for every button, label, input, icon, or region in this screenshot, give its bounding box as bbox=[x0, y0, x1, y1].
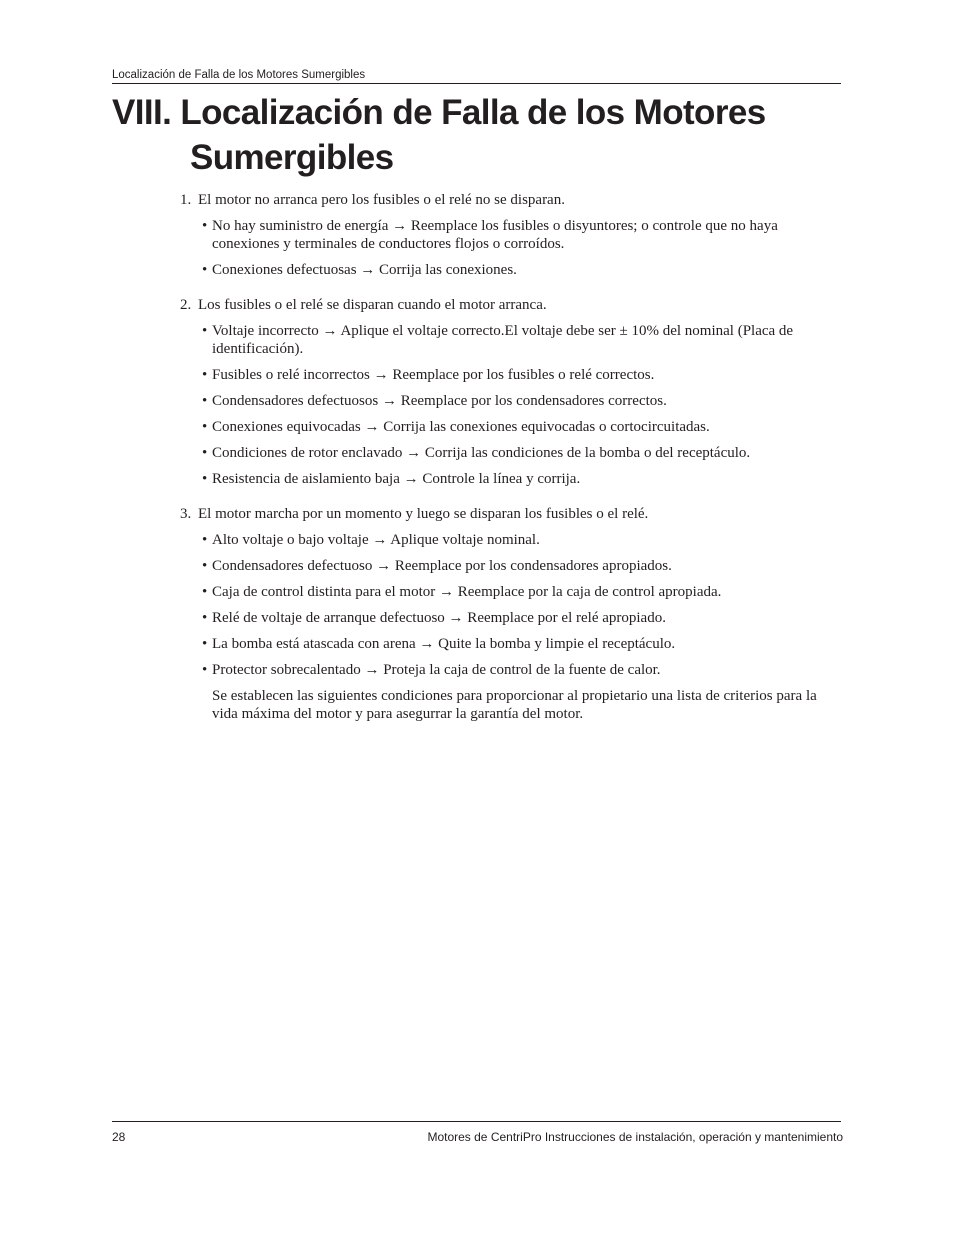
list-item: • Relé de voltaje de arranque defectuoso → Reemplace por el relé apropiado. bbox=[202, 609, 842, 627]
running-header bbox=[112, 69, 841, 84]
bullet-list bbox=[180, 217, 842, 279]
section-heading-text: Los fusibles o el relé se disparan cuando el motor arranca. bbox=[198, 297, 547, 313]
section-1 bbox=[180, 191, 842, 279]
chapter-title-line2: Sumergibles bbox=[190, 138, 394, 177]
list-item: • Protector sobrecalentado → Proteja la caja de control de la fuente de calor. bbox=[202, 661, 842, 679]
troubleshooting-list bbox=[180, 191, 842, 740]
list-item: • Condensadores defectuoso → Reemplace por los condensadores apropiados. bbox=[202, 557, 842, 575]
list-item: • Conexiones equivocadas → Corrija las conexiones equivocadas o cortocircuitadas. bbox=[202, 418, 842, 436]
section-heading-text: El motor no arranca pero los fusibles o el relé no se disparan. bbox=[198, 192, 565, 208]
list-item: • No hay suministro de energía → Reemplace los fusibles o disyuntores; o controle que no haya conexiones y terminales de conductores flojos o corroídos. bbox=[202, 217, 842, 253]
list-item: • Caja de control distinta para el motor → Reemplace por la caja de control apropiada. bbox=[202, 583, 842, 601]
list-item: • Voltaje incorrecto → Aplique el voltaje correcto.El voltaje debe ser ± 10% del nominal (Placa de identificación). bbox=[202, 322, 842, 358]
chapter-title bbox=[112, 90, 852, 180]
list-item: • Condiciones de rotor enclavado → Corrija las condiciones de la bomba o del receptáculo. bbox=[202, 444, 842, 462]
page-number: 28 bbox=[112, 1130, 126, 1144]
bullet-list bbox=[180, 322, 842, 488]
list-item: • Fusibles o relé incorrectos → Reemplace por los fusibles o relé correctos. bbox=[202, 366, 842, 384]
chapter-title-line1: VIII. Localización de Falla de los Motores bbox=[112, 93, 766, 132]
section-number: 1. bbox=[180, 192, 192, 208]
section-heading-text: El motor marcha por un momento y luego se disparan los fusibles o el relé. bbox=[198, 506, 649, 522]
section-heading bbox=[180, 296, 842, 314]
list-item: • Conexiones defectuosas → Corrija las conexiones. bbox=[202, 261, 842, 279]
section-number: 3. bbox=[180, 506, 192, 522]
section-2 bbox=[180, 296, 842, 488]
section-3 bbox=[180, 505, 842, 723]
list-item: • Alto voltaje o bajo voltaje → Aplique voltaje nominal. bbox=[202, 531, 842, 549]
section-heading bbox=[180, 191, 842, 209]
list-item: • Resistencia de aislamiento baja → Controle la línea y corrija. bbox=[202, 470, 842, 488]
section-number: 2. bbox=[180, 297, 192, 313]
list-item: • La bomba está atascada con arena → Quite la bomba y limpie el receptáculo. bbox=[202, 635, 842, 653]
footer-document-title: Motores de CentriPro Instrucciones de instalación, operación y mantenimiento bbox=[427, 1130, 843, 1144]
bullet-list bbox=[180, 531, 842, 679]
section-heading bbox=[180, 505, 842, 523]
running-header-title: Localización de Falla de los Motores Sumergibles bbox=[112, 69, 366, 81]
footer-rule bbox=[112, 1121, 841, 1122]
list-item: • Condensadores defectuosos → Reemplace por los condensadores correctos. bbox=[202, 392, 842, 410]
closing-note: Se establecen las siguientes condiciones para proporcionar al propietario una lista de criterios para la vida máxima del motor y para asegurrar la garantía del motor. bbox=[212, 688, 817, 722]
